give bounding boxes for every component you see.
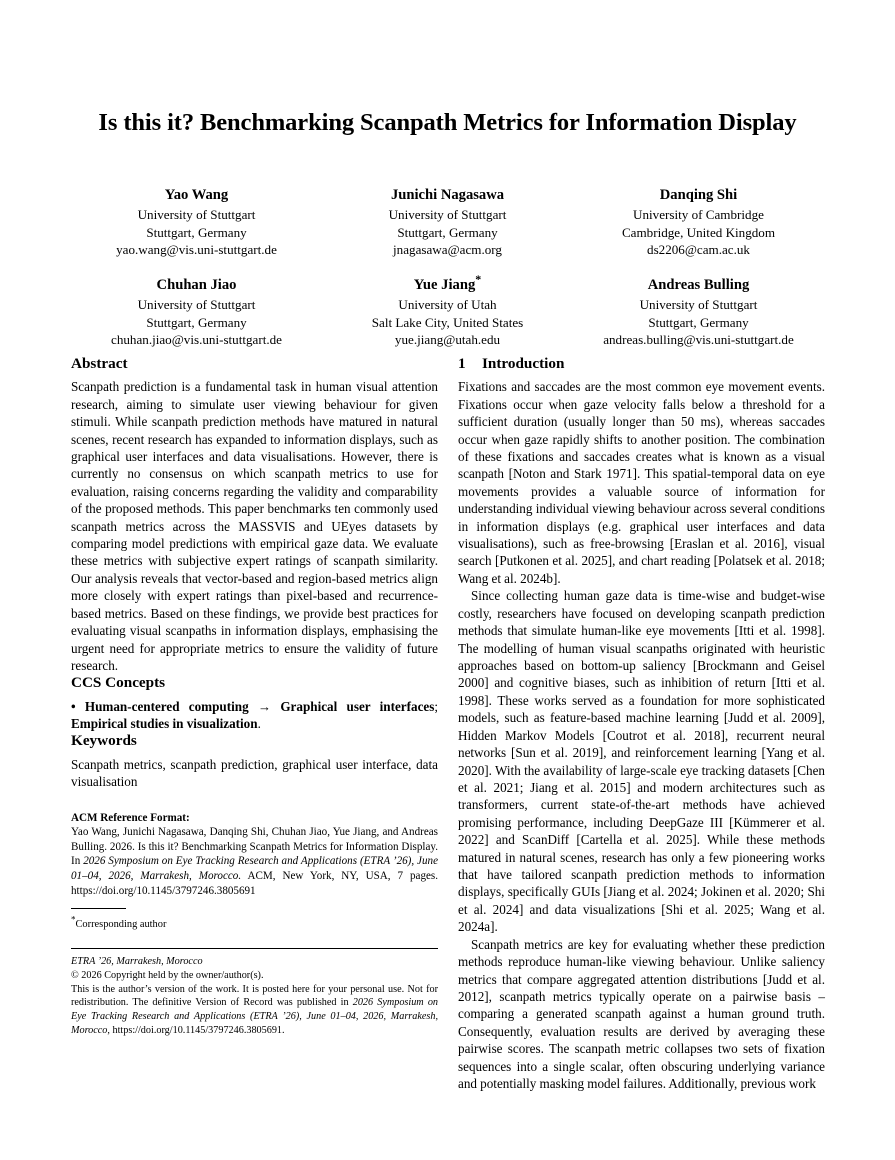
copyright-part-2[interactable]: , https://doi.org/10.1145/3797246.3805691. <box>107 1024 285 1036</box>
author-affiliation: University of Stuttgart <box>639 297 758 313</box>
author-name: Danqing Shi <box>659 187 738 203</box>
introduction-paragraph: Fixations and saccades are the most common eye movement events. Fixations occur when gaze velocity falls below a threshold for a sufficient duration (usually longer than 50 ms), whereas saccades occur when gaze rapidly shifts to another position. The combination of these fixations and saccades creates what is known as a visual scanpath [Noton and Stark 1971]. This spatial-temporal data on eye movements provides a valuable source of information for understanding individual viewing behaviour across several conditions in information displays (e.g. graphical user interfaces and data visualisations), such as free-browsing [Eraslan et al. 2016], visual search [Putkonen et al. 2025], and chart reading [Polatsek et al. 2018; Wang et al. 2024b]. <box>458 379 825 586</box>
copyright-part-1: This is the author’s version of the work. It is posted here for your personal use. Not for redistribution. The definitive Version of Record was published in <box>71 983 438 1009</box>
acm-reference-text <box>71 825 438 899</box>
ccs-heading: CCS Concepts <box>71 674 166 692</box>
author-affiliation: University of Stuttgart <box>137 207 256 223</box>
footnote-label: Corresponding author <box>75 919 167 930</box>
right-column <box>458 355 825 1093</box>
ccs-arrow-icon: → <box>257 698 272 714</box>
author-email[interactable]: andreas.bulling@vis.uni-stuttgart.de <box>603 331 794 347</box>
author-name: Yao Wang <box>164 187 229 203</box>
ccs-terminator: . <box>257 716 261 732</box>
introduction-label: Introduction <box>482 355 565 372</box>
author-row <box>71 186 824 258</box>
introduction-heading <box>458 355 825 373</box>
copyright-venue: ETRA ’26, Marrakesh, Morocco <box>71 956 203 967</box>
author-block <box>71 186 824 366</box>
author-location: Stuttgart, Germany <box>648 314 749 330</box>
footnote-corresponding-author <box>71 914 438 932</box>
author-location: Salt Lake City, United States <box>371 314 524 330</box>
footnote-marker: * <box>71 914 76 925</box>
author-entry <box>71 186 322 258</box>
copyright-divider <box>71 948 438 949</box>
author-affiliation: University of Stuttgart <box>137 297 256 313</box>
introduction-paragraph: Since collecting human gaze data is time-wise and budget-wise costly, researchers have focused on developing scanpath prediction methods that simulate human-like eye movements [Itti et al. 1998]. The modelling of human visual scanpaths originated with heuristic approaches based on bottom-up saliency [Brockmann and Geisel 2000] and cognitive biases, such as inhibition of return [Itti et al. 1998]. These works served as a foundation for more sophisticated models, such as feature-based machine learning [Judd et al. 2009], Hidden Markov Models [Coutrot et al. 2018], recurrent neural networks [Sun et al. 2019], and reinforcement learning [Yang et al. 2020]. With the availability of large-scale eye tracking datasets [Chen et al. 2021; Jiang et al. 2015] and modern architectures such as transformers, current state-of-the-art methods have achieved promising performance, including DeepGaze III [Kümmerer et al. 2022] and ScanDiff [Cartella et al. 2025]. While these methods matured in natural scenes, research has only a few pioneering works that have tailored scanpath prediction methods to information displays, specifically GUIs [Jiang et al. 2024; Jokinen et al. 2020; Shi et al. 2024] and data visualizations [Shi et al. 2025; Wang et al. 2024a]. <box>458 588 825 935</box>
ccs-concepts <box>71 698 438 733</box>
keywords-heading: Keywords <box>71 732 137 750</box>
author-name: Junichi Nagasawa <box>390 187 505 203</box>
page-title: Is this it? Benchmarking Scanpath Metrics for Information Display <box>98 109 797 136</box>
abstract-heading: Abstract <box>71 355 128 372</box>
author-email[interactable]: chuhan.jiao@vis.uni-stuttgart.de <box>111 331 282 347</box>
keywords-text: Scanpath metrics, scanpath prediction, graphical user interface, data visualisation <box>71 756 438 790</box>
copyright-venue-italic: 2026 Symposium on Eye Tracking Research and Applications (ETRA ’26), June 01–04, 2026, Marrakesh, Morocco <box>71 997 439 1036</box>
introduction-number: 1 <box>458 355 466 372</box>
copyright-area <box>71 948 438 1038</box>
acm-reference-venue: 2026 Symposium on Eye Tracking Research and Applications (ETRA ’26), June 01–04, 2026, Marrakesh, Morocco. <box>71 855 439 883</box>
copyright-statement <box>71 983 438 1038</box>
author-entry <box>322 272 573 348</box>
author-entry <box>573 276 824 348</box>
ccs-concept-1: Human-centered computing <box>84 698 249 714</box>
author-affiliation: University of Stuttgart <box>388 207 507 223</box>
left-column <box>71 355 438 899</box>
title-block <box>71 108 824 139</box>
author-email[interactable]: ds2206@cam.ac.uk <box>647 241 750 257</box>
author-email[interactable]: yue.jiang@utah.edu <box>394 331 501 347</box>
author-name: Chuhan Jiao <box>156 277 237 294</box>
ccs-concept-3: Empirical studies in visualization <box>71 716 258 732</box>
author-name: Yue Jiang* <box>413 272 482 294</box>
author-row <box>71 272 824 348</box>
abstract-text: Scanpath prediction is a fundamental task in human visual attention research, aiming to simulate user viewing behaviour for given stimuli. While scanpath prediction methods have matured in natural scenes, recent research has expanded to information displays, such as graphical user interfaces and data visualisations. However, there is currently no consensus on which scanpath metrics to use for evaluation, raising concerns regarding the validity and comparability of the proposed methods. This paper benchmarks ten commonly used scanpath metrics across the MASSVIS and UEyes datasets by comparing model predictions with empirical gaze data. We evaluate these metrics with subjective expert ratings of scanpath similarity. Our analysis reveals that vector-based and region-based metrics align more closely with expert ratings than pixel-based and recurrence-based metrics. Based on these findings, we provide best practices for evaluating visual scanpaths in information displays, emphasising the urgent need for appropriate metrics to ensure the validity of future research. <box>71 379 438 673</box>
footnote-area <box>71 908 438 932</box>
copyright-holder: © 2026 Copyright held by the owner/author(s). <box>71 969 264 981</box>
acm-reference-part-1: Yao Wang, Junichi Nagasawa, Danqing Shi, Chuhan Jiao, Yue Jiang, and Andreas Bulling. 2026. Is this it? Benchmarking Scanpath Metrics for Information Display. In <box>71 825 438 868</box>
author-name: Andreas Bulling <box>647 277 750 294</box>
author-email[interactable]: yao.wang@vis.uni-stuttgart.de <box>116 241 277 257</box>
author-email[interactable]: jnagasawa@acm.org <box>393 241 502 257</box>
author-entry <box>573 186 824 258</box>
footnote-divider <box>71 908 126 909</box>
ccs-concept-2: Graphical user interfaces <box>280 698 435 714</box>
ccs-bullet: • <box>71 698 76 714</box>
ccs-separator: ; <box>434 698 439 714</box>
corresponding-author-marker: * <box>475 272 482 287</box>
acm-reference-heading: ACM Reference Format: <box>71 811 190 824</box>
author-location: Stuttgart, Germany <box>146 224 247 240</box>
author-affiliation: University of Utah <box>398 297 497 313</box>
introduction-paragraph: Scanpath metrics are key for evaluating whether these prediction methods reproduce human-like viewing behaviour. Unlike saliency metrics that compare aggregated attention distributions [Judd et al. 2012], scanpath metrics typically operate on a pairwise basis – comparing a generated scanpath against a human ground truth. Consequently, evaluation results are derived by averaging these pairwise scores. The scanpath metric collapses two sets of fixation sequences into a single scalar, often obscuring underlying variance and potentially masking model failures. Additionally, previous work <box>458 936 825 1092</box>
author-location: Stuttgart, Germany <box>397 224 498 240</box>
author-location: Stuttgart, Germany <box>146 314 247 330</box>
acm-reference-part-2[interactable]: ACM, New York, NY, USA, 7 pages. https://doi.org/10.1145/3797246.3805691 <box>71 870 439 897</box>
author-entry <box>71 276 322 348</box>
author-entry <box>322 186 573 258</box>
author-location: Cambridge, United Kingdom <box>621 224 776 240</box>
author-affiliation: University of Cambridge <box>633 207 764 223</box>
